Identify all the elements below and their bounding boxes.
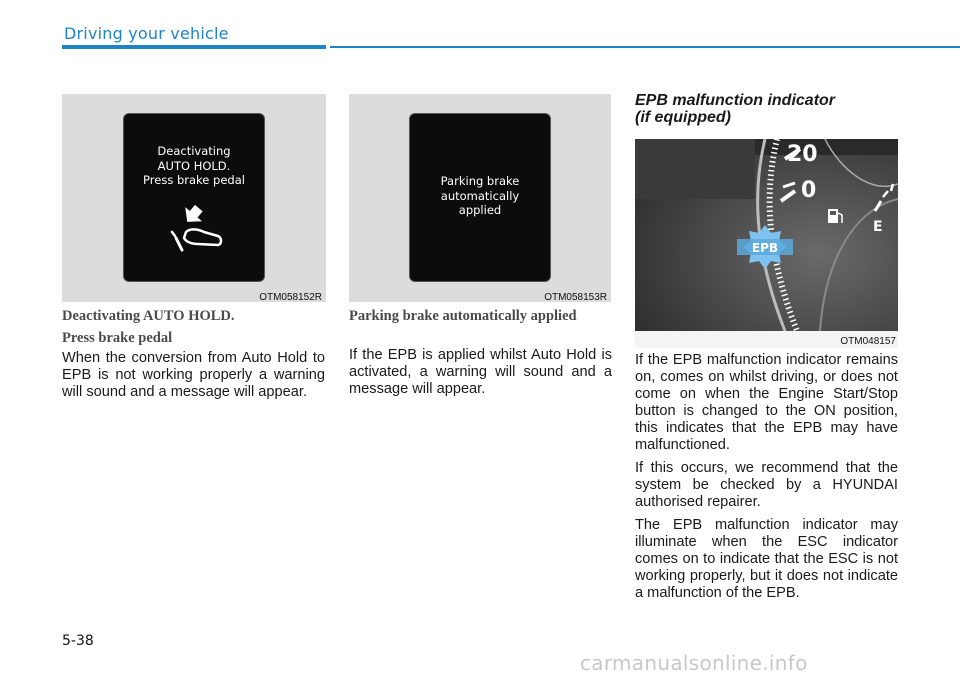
header-rule-thin <box>330 46 960 48</box>
heading-parking-brake-applied: Parking brake automatically applied <box>349 308 577 324</box>
paragraph-esc-indicator: The EPB malfunction indicator may illuminate when the ESC indicator comes on to indicate that the ESC is not working properly, but it does not indicate a malfunction of the EPB. <box>635 517 898 601</box>
figure-code: OTM058153R <box>544 292 607 303</box>
figure-code: OTM058152R <box>259 292 322 303</box>
brake-pedal-icon <box>168 202 224 254</box>
figure-parking-brake-applied <box>349 94 611 302</box>
cluster-display <box>410 114 550 281</box>
page-number: 5-38 <box>62 633 94 649</box>
heading-epb-malfunction <box>635 92 915 126</box>
speed-label-20: 20 <box>787 142 818 167</box>
cluster-display <box>124 114 264 281</box>
figure-auto-hold-deactivating <box>62 94 326 302</box>
paragraph-parking-brake-warning: If the EPB is applied whilst Auto Hold is activated, a warning will sound and a message will appear. <box>349 347 612 397</box>
subheading-press-brake-pedal: Press brake pedal <box>62 330 173 346</box>
section-title: Driving your vehicle <box>64 24 229 43</box>
paragraph-auto-hold-warning: When the conversion from Auto Hold to EPB is not working properly a warning will sound and a message will appear. <box>62 350 325 400</box>
epb-indicator-label: EPB <box>751 241 779 255</box>
paragraph-recommend-repairer: If this occurs, we recommend that the system be checked by a HYUNDAI authorised repairer. <box>635 460 898 510</box>
display-message: Deactivating AUTO HOLD. Press brake pedal <box>143 144 245 187</box>
watermark: carmanualsonline.info <box>580 651 808 675</box>
speed-label-0: 0 <box>801 178 817 203</box>
fuel-label-e: E <box>873 219 883 235</box>
instrument-cluster-illustration <box>635 139 898 331</box>
heading-line-1: EPB malfunction indicator <box>635 92 836 109</box>
display-message: Parking brake automatically applied <box>440 174 520 217</box>
heading-line-2: (if equipped) <box>635 109 731 126</box>
heading-deactivating-auto-hold: Deactivating AUTO HOLD. <box>62 308 235 324</box>
paragraph-epb-malfunction: If the EPB malfunction indicator remains on, comes on whilst driving, or does not come on when the Engine Start/Stop button is changed to the ON position, this indicates that the EPB may have malfunctioned. <box>635 352 898 453</box>
figure-code: OTM048157 <box>840 336 896 347</box>
figure-epb-indicator-cluster <box>635 139 898 348</box>
header-rule-thick <box>62 45 326 49</box>
